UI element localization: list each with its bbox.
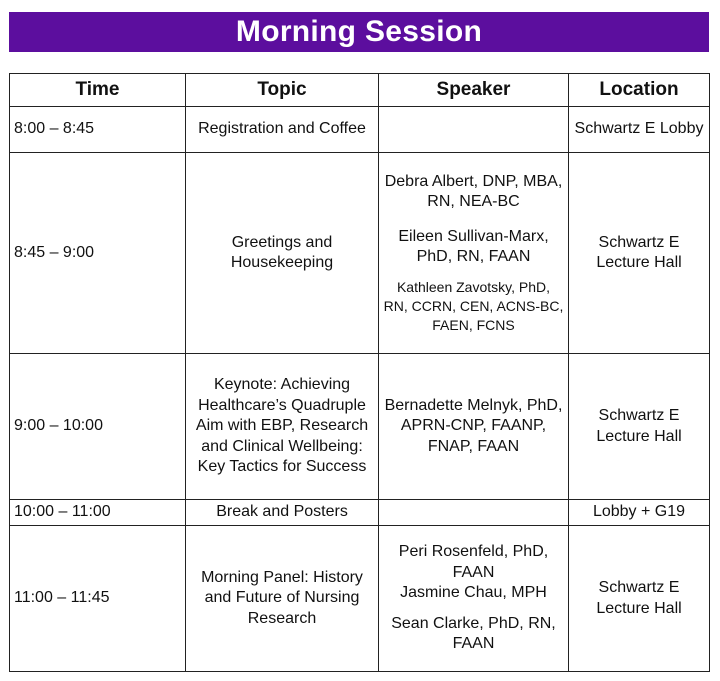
table-row [10, 153, 710, 354]
location-cell: Lobby + G19 [569, 500, 710, 526]
column-header-speaker: Speaker [379, 74, 569, 107]
speaker-name: Sean Clarke, PhD, RN, FAAN [391, 614, 556, 653]
speaker-name: Jasmine Chau, MPH [400, 584, 547, 602]
time-cell: 8:45 – 9:00 [10, 153, 186, 354]
location-cell: Schwartz E Lobby [569, 107, 710, 153]
table-row [10, 107, 710, 153]
time-cell: 8:00 – 8:45 [10, 107, 186, 153]
table-row [10, 526, 710, 672]
speaker-name: Peri Rosenfeld, PhD, FAAN [398, 543, 549, 581]
location-cell: Schwartz E Lecture Hall [569, 354, 710, 500]
time-cell: 11:00 – 11:45 [10, 526, 186, 672]
session-title: Morning Session [235, 15, 483, 48]
speaker-cell [379, 500, 569, 526]
speaker-name: Eileen Sullivan-Marx, PhD, RN, FAAN [398, 227, 549, 265]
topic-cell: Registration and Coffee [186, 107, 379, 153]
schedule-table [9, 73, 710, 672]
topic-cell: Keynote: Achieving Healthcare’s Quadruple Aim with EBP, Research and Clinical Wellbeing: Key Tactics for Success [186, 354, 379, 500]
topic-cell: Greetings and Housekeeping [186, 153, 379, 354]
topic-cell: Break and Posters [186, 500, 379, 526]
speaker-cell [379, 526, 569, 672]
speaker-name: Kathleen Zavotsky, PhD, RN, CCRN, CEN, ACNS-BC, FAEN, FCNS [383, 278, 564, 333]
speaker-name: Debra Albert, DNP, MBA, RN, NEA-BC [384, 172, 563, 210]
column-header-location: Location [569, 74, 710, 107]
location-cell: Schwartz E Lecture Hall [569, 526, 710, 672]
column-header-time: Time [10, 74, 186, 107]
topic-cell: Morning Panel: History and Future of Nursing Research [186, 526, 379, 672]
time-cell: 10:00 – 11:00 [10, 500, 186, 526]
time-cell: 9:00 – 10:00 [10, 354, 186, 500]
column-header-topic: Topic [186, 74, 379, 107]
table-row [10, 500, 710, 526]
table-header-row [10, 74, 710, 107]
session-title-banner [9, 12, 709, 52]
speaker-name: Bernadette Melnyk, PhD, APRN-CNP, FAANP, FNAP, FAAN [384, 396, 563, 455]
location-cell: Schwartz E Lecture Hall [569, 153, 710, 354]
table-row [10, 354, 710, 500]
speaker-cell [379, 354, 569, 500]
speaker-cell [379, 107, 569, 153]
speaker-cell [379, 153, 569, 354]
